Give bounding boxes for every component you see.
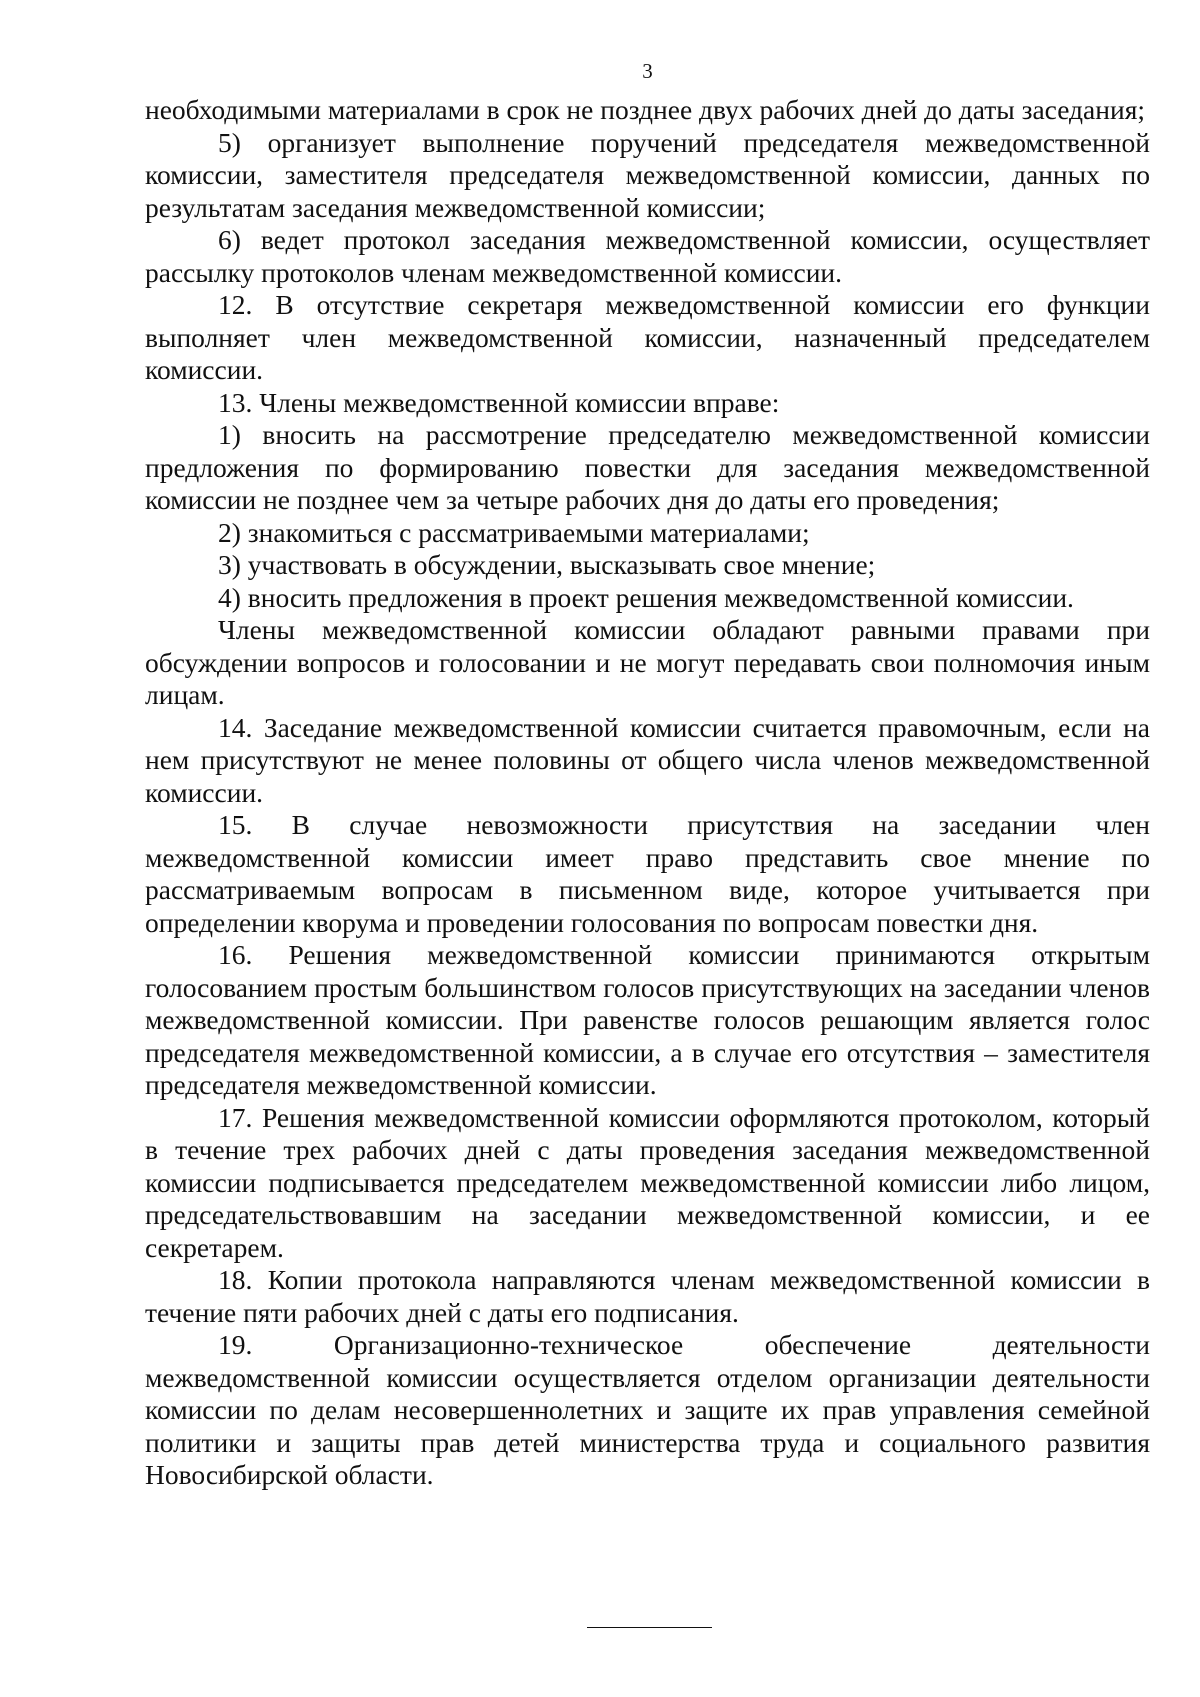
paragraph-right-4: 4) вносить предложения в проект решения межведомственной комиссии. [218,581,1074,613]
paragraph-right-2: 2) знакомиться с рассматриваемыми материалами; [218,516,810,548]
paragraph-equal-rights: Члены межведомственной комиссии обладают равными правами при обсуждении вопросов и голосовании и не могут передавать свои полномочия иным лицам. [145,614,1150,710]
paragraph-clause-18: 18. Копии протокола направляются членам межведомственной комиссии в течение пяти рабочих дней с даты его подписания. [145,1264,1150,1328]
paragraph-item-6: 6) ведет протокол заседания межведомственной комиссии, осуществляет рассылку протоколов членам межведомственной комиссии. [145,224,1150,288]
document-page [145,56,1150,1492]
paragraph-clause-15: 15. В случае невозможности присутствия на заседании член межведомственной комиссии имеет право представить свое мнение по рассматриваемым вопросам в письменном виде, которое учитывается при определении кворума и проведении голосования по вопросам повестки дня. [145,809,1150,938]
paragraph-clause-13: 13. Члены межведомственной комиссии вправе: [218,386,780,418]
paragraph-clause-16: 16. Решения межведомственной комиссии принимаются открытым голосованием простым большинством голосов присутствующих на заседании членов межведомственной комиссии. При равенстве голосов решающим является голос председателя межведомственной комиссии, а в случае его отсутствия – заместителя председателя межведомственной комиссии. [145,939,1150,1100]
paragraph-continuation: необходимыми материалами в срок не позднее двух рабочих дней до даты заседания; [145,94,1145,125]
paragraph-right-1: 1) вносить на рассмотрение председателю межведомственной комиссии предложения по формированию повестки для заседания межведомственной комиссии не позднее чем за четыре рабочих дня до даты его проведения; [145,419,1150,515]
paragraph-item-5: 5) организует выполнение поручений председателя межведомственной комиссии, заместителя председателя межведомственной комиссии, данных по результатам заседания межведомственной комиссии; [145,126,1150,223]
paragraph-clause-19: 19. Организационно-техническое обеспечение деятельности межведомственной комиссии осуществляется отделом организации деятельности комиссии по делам несовершеннолетних и защите их прав управления семейной политики и защиты прав детей министерства труда и социального развития Новосибирской области. [145,1329,1150,1490]
page-number: 3 [642,59,653,83]
paragraph-clause-12: 12. В отсутствие секретаря межведомственной комиссии его функции выполняет член межведомственной комиссии, назначенный председателем комиссии. [145,289,1150,385]
paragraph-clause-17: 17. Решения межведомственной комиссии оформляются протоколом, который в течение трех рабочих дней с даты проведения заседания межведомственной комиссии подписывается председателем межведомственной комиссии либо лицом, председательствовавшим на заседании межведомственной комиссии, и ее секретарем. [145,1101,1150,1263]
paragraph-right-3: 3) участвовать в обсуждении, высказывать свое мнение; [218,549,876,580]
end-of-document-line [587,1627,712,1628]
paragraph-clause-14: 14. Заседание межведомственной комиссии считается правомочным, если на нем присутствуют не менее половины от общего числа членов межведомственной комиссии. [145,711,1150,808]
